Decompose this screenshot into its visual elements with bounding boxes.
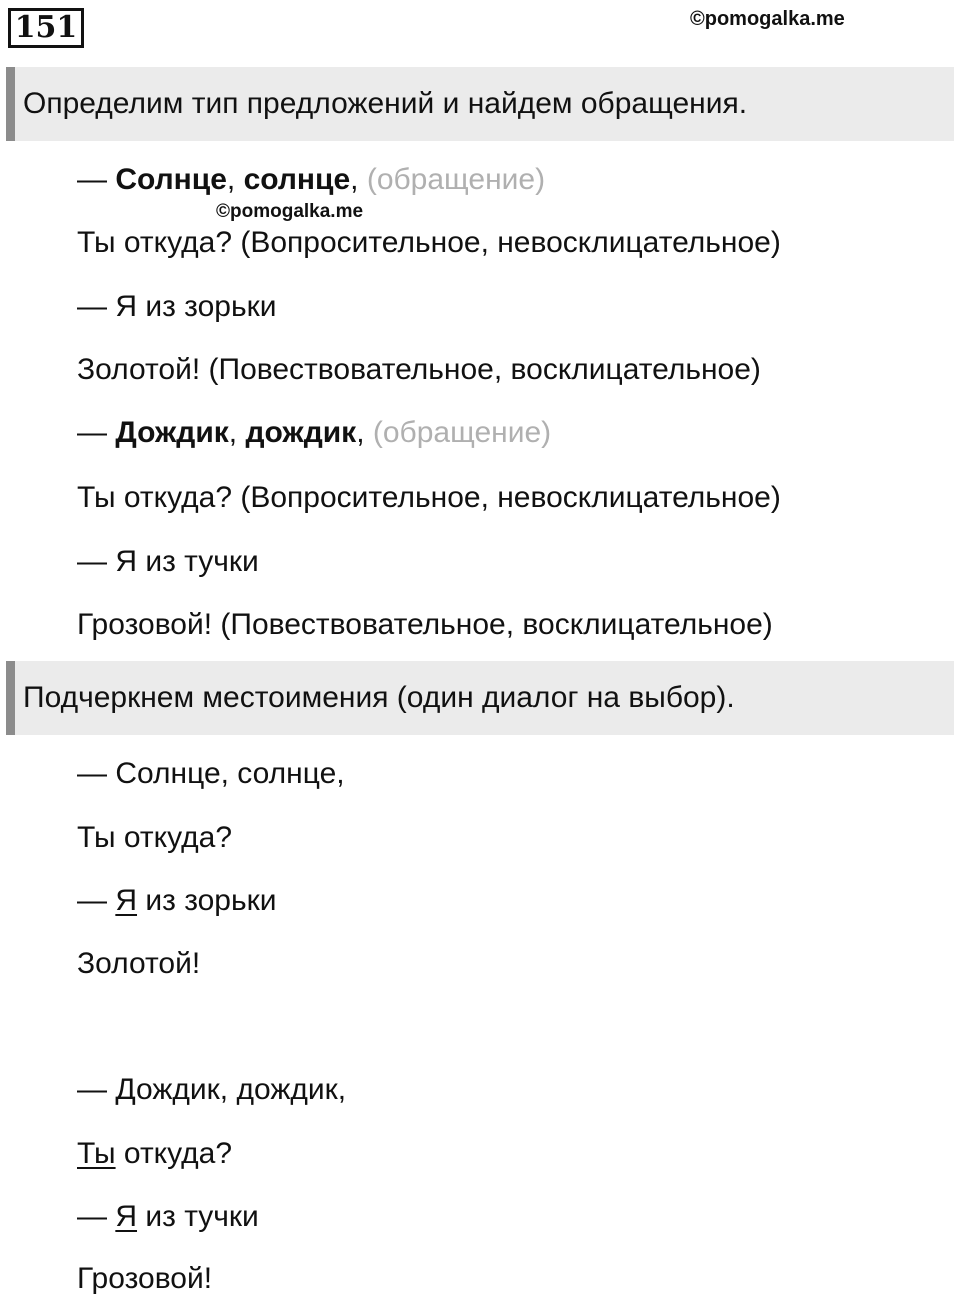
comma: , bbox=[226, 163, 244, 196]
dash: — bbox=[77, 884, 116, 917]
s2-line-2: Ты откуда? bbox=[77, 821, 233, 854]
s1-line-8: Грозовой! (Повествовательное, восклицательное) bbox=[77, 608, 773, 641]
s2-line-1: — Солнце, солнце, bbox=[77, 757, 345, 790]
address-hint: (обращение) bbox=[372, 416, 552, 449]
s1-line-3: — Я из зорьки bbox=[77, 290, 277, 323]
watermark-top: ©pomogalka.me bbox=[690, 8, 845, 30]
s1-line-5 bbox=[77, 413, 551, 453]
address-word-1: Солнце bbox=[115, 163, 227, 196]
s1-line-2: Ты откуда? (Вопросительное, невосклицательное) bbox=[77, 226, 781, 259]
s1-line-1 bbox=[77, 160, 545, 200]
section-1-title: Определим тип предложений и найдем обращения. bbox=[6, 67, 954, 141]
underlined-pronoun: Ты bbox=[77, 1137, 116, 1170]
address-word-1: Дождик bbox=[115, 416, 229, 449]
s2-line-6 bbox=[77, 1134, 232, 1174]
line-rest: из зорьки bbox=[137, 884, 277, 917]
underlined-pronoun: Я bbox=[115, 1200, 138, 1233]
dash: — bbox=[77, 163, 116, 196]
watermark-inline: ©pomogalka.me bbox=[216, 201, 364, 222]
s2-line-8: Грозовой! bbox=[77, 1262, 213, 1295]
comma: , bbox=[350, 163, 367, 196]
line-rest: откуда? bbox=[115, 1137, 233, 1170]
address-word-2: дождик bbox=[245, 416, 357, 449]
comma: , bbox=[228, 416, 246, 449]
task-number: 151 bbox=[8, 8, 84, 48]
dash: — bbox=[77, 416, 116, 449]
section-2-title: Подчеркнем местоимения (один диалог на выбор). bbox=[6, 661, 954, 735]
address-hint: (обращение) bbox=[366, 163, 546, 196]
underlined-pronoun: Я bbox=[115, 884, 138, 917]
line-rest: из тучки bbox=[137, 1200, 259, 1233]
s1-line-4: Золотой! (Повествовательное, восклицательное) bbox=[77, 353, 761, 386]
address-word-2: солнце bbox=[243, 163, 351, 196]
comma: , bbox=[356, 416, 373, 449]
s2-line-4: Золотой! bbox=[77, 947, 201, 980]
s2-line-5: — Дождик, дождик, bbox=[77, 1073, 347, 1106]
dash: — bbox=[77, 1200, 116, 1233]
s1-line-7: — Я из тучки bbox=[77, 545, 259, 578]
s2-line-7 bbox=[77, 1197, 259, 1237]
s1-line-6: Ты откуда? (Вопросительное, невосклицательное) bbox=[77, 481, 781, 514]
s2-line-3 bbox=[77, 881, 277, 921]
